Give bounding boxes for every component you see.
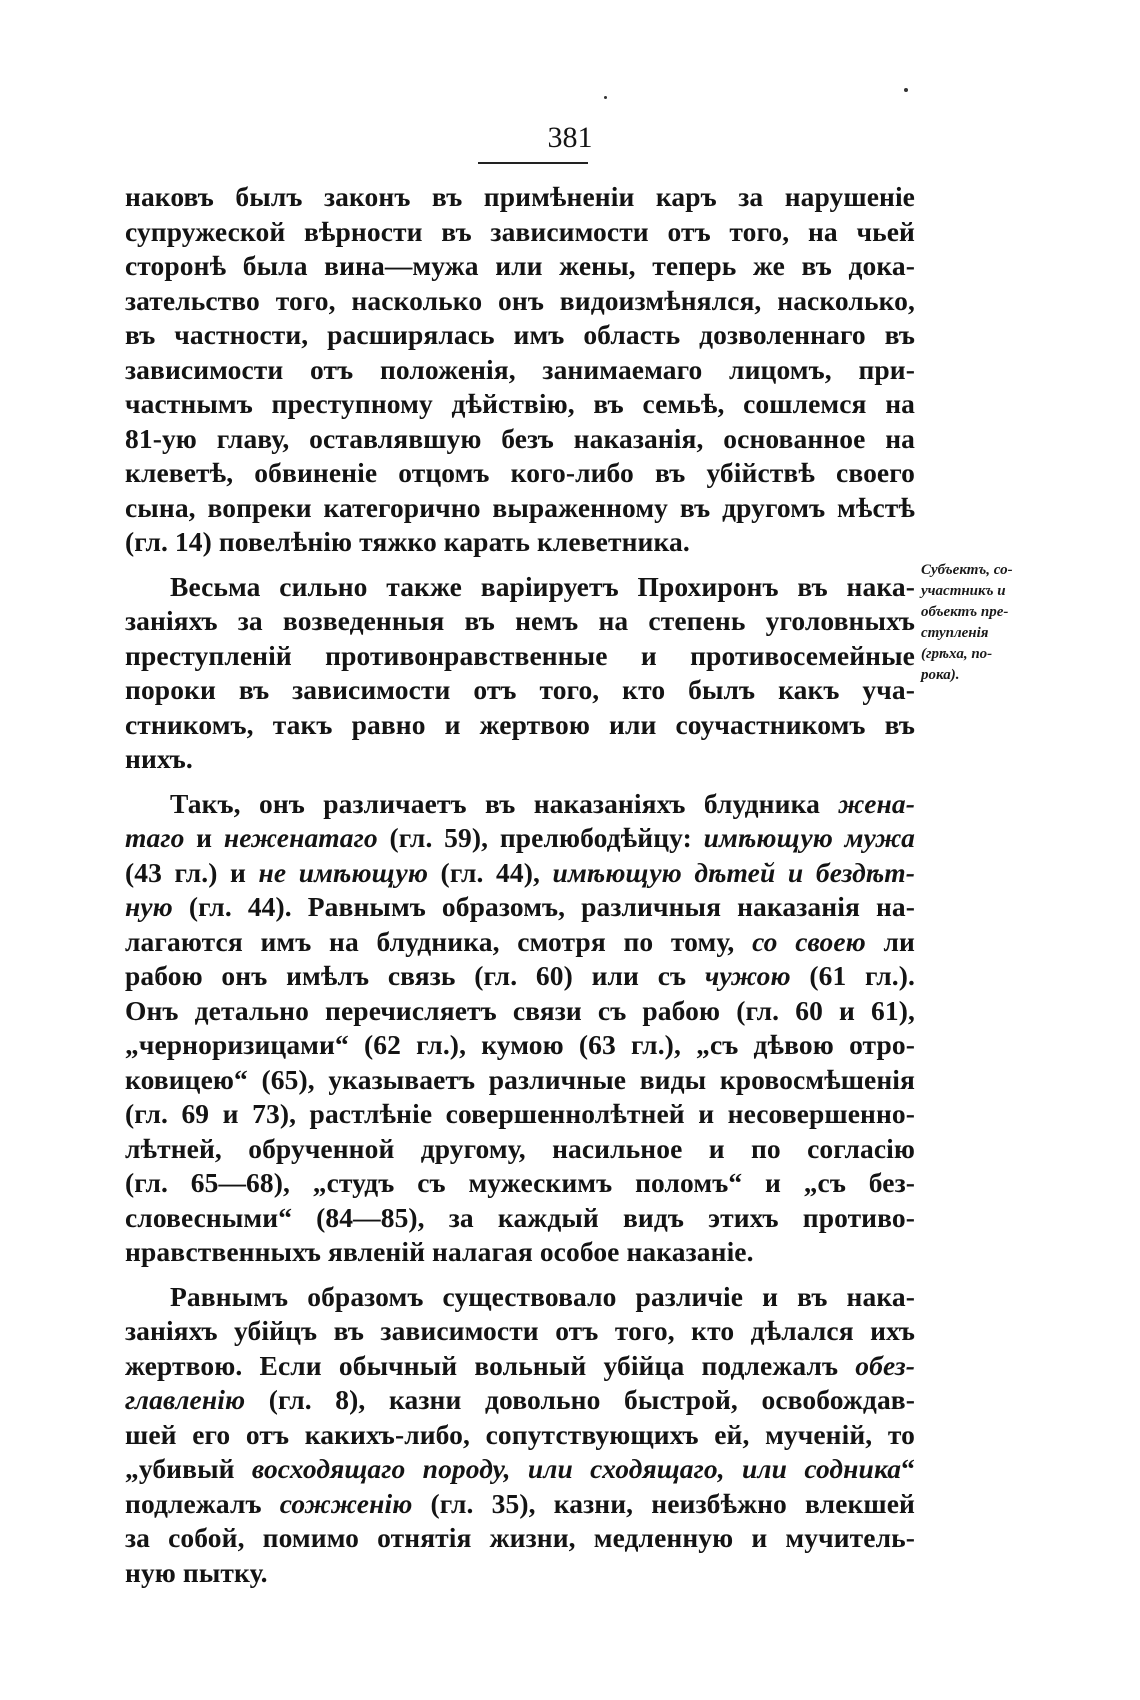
text-line: (гл. 69 и 73), растлѣніе совершеннолѣтней и несовершенно- — [125, 1098, 915, 1129]
page-number-rule — [478, 162, 588, 164]
text-line: за собой, помимо отнятія жизни, медленную и мучитель- — [125, 1522, 915, 1553]
text-line: ную пытку. — [125, 1556, 268, 1588]
text-line: зательство того, насколько онъ видоизмѣнялся, насколько, — [125, 284, 915, 316]
text-line: „убивый восходящаго породу, или сходящаго, или содника“ — [125, 1453, 916, 1484]
text-line: жертвою. Если обычный вольный убійца подлежалъ обез- — [125, 1349, 915, 1381]
text-line: стникомъ, такъ равно и жертвою или соучастникомъ въ — [125, 708, 915, 740]
italic-emphasis: жена- — [838, 787, 915, 819]
text-line: Весьма сильно также варіируетъ Прохиронъ въ нака- — [170, 570, 915, 602]
text-line: зависимости отъ положенія, занимаемаго лицомъ, при- — [125, 353, 915, 385]
italic-emphasis: ную — [125, 891, 173, 922]
body-text — [125, 180, 915, 1590]
margin-note — [921, 560, 1056, 686]
italic-emphasis: главленію — [125, 1384, 246, 1415]
margin-note-line: рока). — [921, 667, 960, 683]
italic-emphasis: таго — [125, 822, 185, 853]
text-line: частнымъ преступному дѣйствію, въ семьѣ, сошлемся на — [125, 388, 915, 419]
text-line: нравственныхъ явленій налагая особое наказаніе. — [125, 1236, 754, 1267]
text-line: заніяхъ за возведенныя въ немъ на степень уголовныхъ — [125, 605, 915, 636]
italic-emphasis: имѣющую дѣтей и бездѣт- — [552, 856, 916, 888]
text-line: лагаются имъ на блудника, смотря по тому, со своею ли — [125, 925, 915, 957]
text-line: словесными“ (84—85), за каждый видъ этихъ противо- — [125, 1201, 915, 1233]
italic-emphasis: имѣющую мужа — [703, 822, 916, 853]
italic-emphasis: не имѣющую — [258, 856, 429, 888]
text-line: заніяхъ убійцъ въ зависимости отъ того, кто дѣлался ихъ — [125, 1315, 915, 1346]
text-line: пороки въ зависимости отъ того, кто былъ какъ уча- — [125, 674, 915, 705]
text-line: таго и неженатаго (гл. 59), прелюбодѣйцу: имѣющую мужа — [125, 822, 916, 853]
italic-emphasis: чужою — [704, 960, 791, 991]
text-line: рабою онъ имѣлъ связь (гл. 60) или съ чужою (61 гл.). — [125, 960, 915, 991]
scan-speck — [904, 88, 908, 92]
italic-emphasis: со своею — [752, 925, 866, 957]
text-line: (43 гл.) и не имѣющую (гл. 44), имѣющую дѣтей и бездѣт- — [125, 856, 916, 888]
text-line: ную (гл. 44). Равнымъ образомъ, различныя наказанія на- — [125, 891, 915, 922]
page-number: 381 — [547, 121, 593, 154]
italic-emphasis: обез- — [855, 1349, 915, 1381]
text-line: преступленій противонравственные и противосемейные — [125, 639, 915, 671]
margin-note-line: (грѣха, по- — [921, 646, 993, 662]
text-line: (гл. 65—68), „студъ съ мужескимъ поломъ“ и „съ без- — [125, 1167, 915, 1198]
margin-note-line: ступленія — [921, 625, 989, 641]
text-line: шей его отъ какихъ-либо, сопутствующихъ ей, мученій, то — [125, 1418, 915, 1450]
text-line: лѣтней, обрученной другому, насильное и по согласію — [125, 1132, 915, 1164]
text-line: супружеской вѣрности въ зависимости отъ того, на чьей — [125, 215, 915, 247]
text-line: главленію (гл. 8), казни довольно быстрой, освобождав- — [125, 1384, 915, 1415]
text-line: Такъ, онъ различаетъ въ наказаніяхъ блудника жена- — [170, 787, 915, 819]
text-line: наковъ былъ законъ въ примѣненіи каръ за нарушеніе — [125, 181, 915, 212]
text-line: клеветѣ, обвиненіе отцомъ кого-либо въ убійствѣ своего — [125, 457, 915, 488]
text-line: сторонѣ была вина—мужа или жены, теперь же въ дока- — [125, 250, 915, 281]
text-line: сына, вопреки категорично выраженному въ другомъ мѣстѣ — [125, 491, 915, 523]
text-line: Равнымъ образомъ существовало различіе и въ нака- — [170, 1280, 915, 1312]
italic-emphasis: восходящаго породу, или сходящаго, или содника — [251, 1453, 902, 1484]
text-line: подлежалъ сожженію (гл. 35), казни, неизбѣжно влекшей — [125, 1487, 915, 1519]
margin-note-line: объектъ пре- — [921, 604, 1009, 620]
text-line: „черноризицами“ (62 гл.), кумою (63 гл.), „съ дѣвою отро- — [125, 1029, 915, 1060]
text-line: въ частности, расширялась имъ область дозволеннаго въ — [125, 319, 915, 350]
scan-speck — [604, 96, 607, 99]
text-line: ковицею“ (65), указываетъ различные виды кровосмѣшенія — [125, 1063, 915, 1095]
italic-emphasis: сожженію — [279, 1487, 413, 1519]
text-line: (гл. 14) повелѣнію тяжко карать клеветника. — [125, 526, 690, 557]
text-line: нихъ. — [125, 743, 193, 774]
margin-note-line: участникъ и — [921, 583, 1006, 599]
text-line: Онъ детально перечисляетъ связи съ рабою (гл. 60 и 61), — [125, 994, 915, 1026]
margin-note-line: Субъектъ, со- — [921, 562, 1013, 578]
italic-emphasis: неженатаго — [223, 822, 378, 853]
text-line: 81-ую главу, оставлявшую безъ наказанія, основанное на — [125, 422, 915, 454]
